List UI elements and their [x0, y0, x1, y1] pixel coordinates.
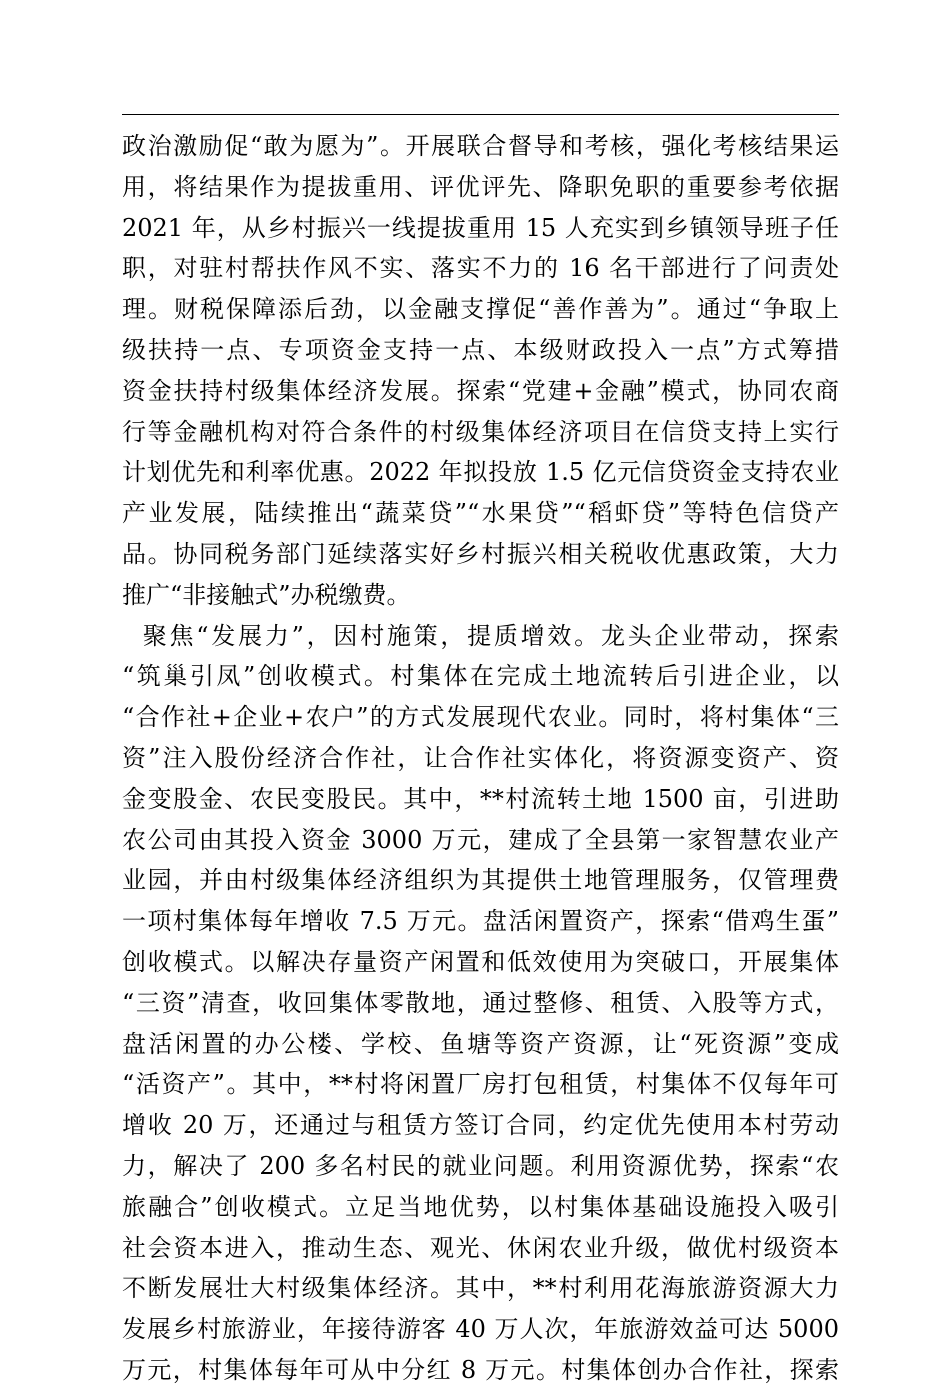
text-line: 万元，村集体每年可从中分红 8 万元。村集体创办合作社，探索	[122, 1355, 839, 1384]
text-line: 产业发展，陆续推出“蔬菜贷”“水果贷”“稻虾贷”等特色信贷产	[122, 499, 839, 528]
text-line: “筑巢引凤”创收模式。村集体在完成土地流转后引进企业，以	[122, 662, 839, 691]
text-line: 创收模式。以解决存量资产闲置和低效使用为突破口，开展集体	[122, 947, 839, 976]
text-line: 用，将结果作为提拔重用、评优评先、降职免职的重要参考依据	[122, 172, 839, 201]
text-line: 2021 年，从乡村振兴一线提拔重用 15 人充实到乡镇领导班子任	[122, 213, 839, 242]
text-line: 聚焦“发展力”，因村施策，提质增效。龙头企业带动，探索	[122, 621, 839, 650]
text-line: 发展乡村旅游业，年接待游客 40 万人次，年旅游效益可达 5000	[122, 1315, 839, 1344]
text-line: 农公司由其投入资金 3000 万元，建成了全县第一家智慧农业产	[122, 825, 839, 854]
text-line: 资金扶持村级集体经济发展。探索“党建+金融”模式，协同农商	[122, 376, 839, 405]
text-line: 增收 20 万，还通过与租赁方签订合同，约定优先使用本村劳动	[122, 1111, 839, 1140]
text-line: 金变股金、农民变股民。其中，**村流转土地 1500 亩，引进助	[122, 784, 839, 813]
body-text	[122, 126, 839, 1391]
text-line: 级扶持一点、专项资金支持一点、本级财政投入一点”方式筹措	[122, 335, 839, 364]
text-line: “三资”清查，收回集体零散地，通过整修、租赁、入股等方式，	[122, 988, 839, 1017]
text-line: 社会资本进入，推动生态、观光、休闲农业升级，做优村级资本	[122, 1233, 839, 1262]
text-line: 理。财税保障添后劲，以金融支撑促“善作善为”。通过“争取上	[122, 295, 839, 324]
text-line: 一项村集体每年增收 7.5 万元。盘活闲置资产，探索“借鸡生蛋”	[122, 907, 839, 936]
header-rule	[122, 114, 839, 115]
text-line: 品。协同税务部门延续落实好乡村振兴相关税收优惠政策，大力	[122, 539, 839, 568]
text-line: 行等金融机构对符合条件的村级集体经济项目在信贷支持上实行	[122, 417, 839, 446]
text-line: 政治激励促“敢为愿为”。开展联合督导和考核，强化考核结果运	[122, 132, 839, 160]
text-line: 业园，并由村级集体经济组织为其提供土地管理服务，仅管理费	[122, 866, 839, 895]
text-line: 旅融合”创收模式。立足当地优势，以村集体基础设施投入吸引	[122, 1192, 839, 1221]
text-line: “合作社+企业+农户”的方式发展现代农业。同时，将村集体“三	[122, 703, 839, 732]
text-line: 计划优先和利率优惠。2022 年拟投放 1.5 亿元信贷资金支持农业	[122, 458, 839, 487]
text-line: 力，解决了 200 多名村民的就业问题。利用资源优势，探索“农	[122, 1151, 839, 1180]
text-line: 资”注入股份经济合作社，让合作社实体化，将资源变资产、资	[122, 743, 839, 772]
text-line: 不断发展壮大村级集体经济。其中，**村利用花海旅游资源大力	[122, 1274, 839, 1303]
text-line: 盘活闲置的办公楼、学校、鱼塘等资产资源，让“死资源”变成	[122, 1029, 839, 1058]
text-line: “活资产”。其中，**村将闲置厂房打包租赁，村集体不仅每年可	[122, 1070, 839, 1099]
text-line: 职，对驻村帮扶作风不实、落实不力的 16 名干部进行了问责处	[122, 254, 839, 283]
text-line: 推广“非接触式”办税缴费。	[122, 580, 411, 609]
